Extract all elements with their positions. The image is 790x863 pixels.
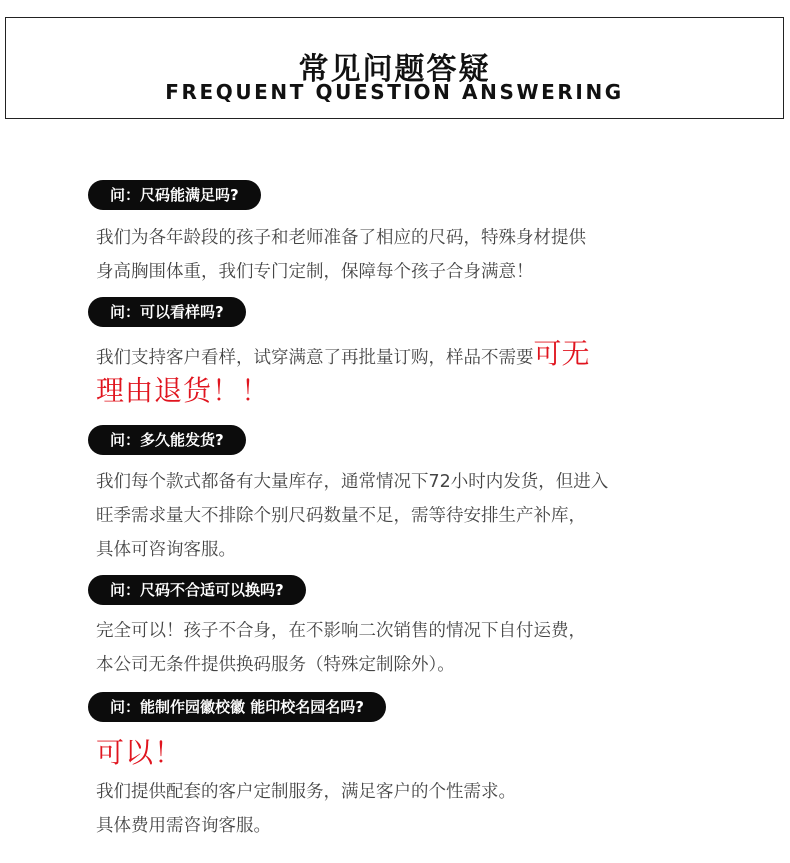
answer-line: 旺季需求量大不排除个别尺码数量不足，需等待安排生产补库， — [96, 506, 586, 526]
answer-line: 我们每个款式都备有大量库存，通常情况下72小时内发货，但进入 — [96, 472, 609, 492]
question-badge-size: 问：尺码能满足吗? — [88, 180, 261, 210]
question-badge-shipping: 问：多久能发货? — [88, 425, 246, 455]
answer-line: 我们支持客户看样，试穿满意了再批量订购，样品不需要 — [96, 348, 534, 368]
answer-logo — [96, 775, 516, 843]
answer-shipping — [96, 465, 608, 567]
answer-sample — [96, 336, 590, 372]
answer-line: 本公司无条件提供换码服务（特殊定制除外）。 — [96, 655, 455, 675]
answer-line: 我们提供配套的客户定制服务，满足客户的个性需求。 — [96, 782, 516, 802]
answer-highlight-line: 可以！ — [96, 736, 184, 769]
answer-exchange — [96, 614, 586, 682]
answer-line: 我们为各年龄段的孩子和老师准备了相应的尺码，特殊身材提供 — [96, 228, 586, 248]
answer-line: 完全可以！孩子不合身，在不影响二次销售的情况下自付运费， — [96, 621, 586, 641]
answer-size — [96, 221, 586, 289]
answer-highlight: 可无 — [533, 337, 590, 370]
page-subtitle: FREQUENT QUESTION ANSWERING — [165, 80, 624, 104]
answer-line: 具体费用需咨询客服。 — [96, 816, 271, 836]
answer-line: 身高胸围体重，我们专门定制，保障每个孩子合身满意！ — [96, 262, 534, 282]
header-box — [5, 17, 784, 119]
answer-highlight-line: 理由退货！！ — [96, 374, 271, 407]
question-badge-logo: 问：能制作园徽校徽 能印校名园名吗? — [88, 692, 386, 722]
answer-line: 具体可咨询客服。 — [96, 540, 236, 560]
question-badge-exchange: 问：尺码不合适可以换吗? — [88, 575, 306, 605]
page-title: 常见问题答疑 — [298, 52, 491, 87]
question-badge-sample: 问：可以看样吗? — [88, 297, 246, 327]
